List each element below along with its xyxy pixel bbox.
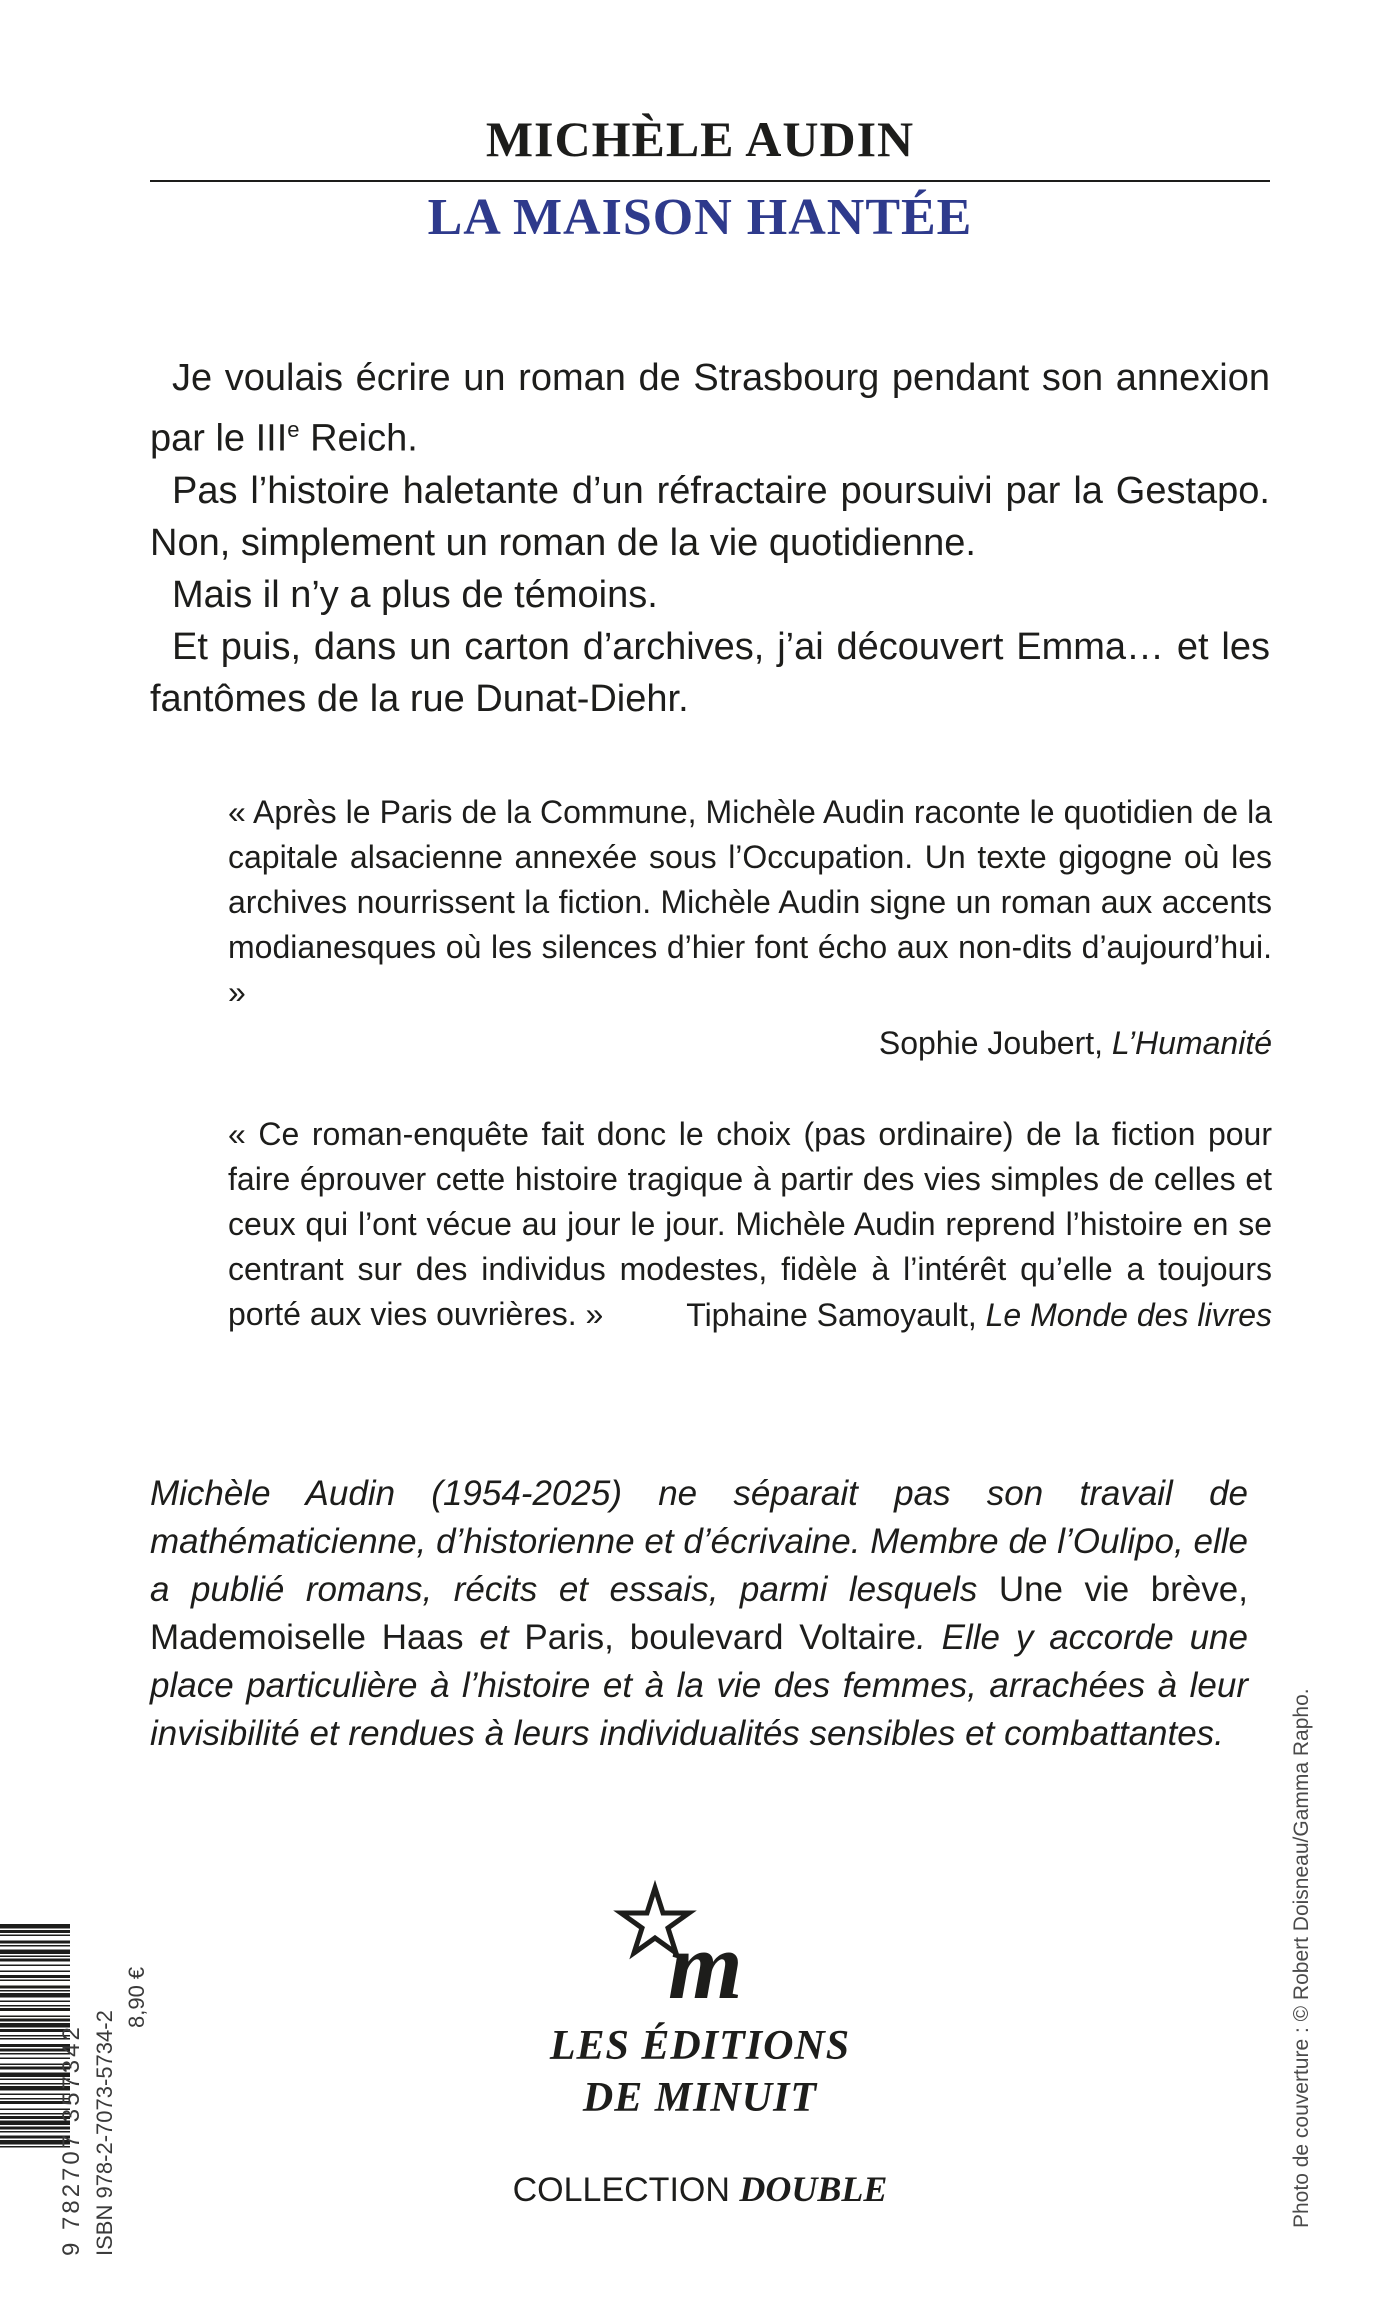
book-title: LA MAISON HANTÉE (427, 189, 973, 246)
bio-book-title: Paris, boulevard Voltaire (524, 1618, 917, 1657)
blurb-paragraph-1 (150, 352, 1270, 465)
bio-text: . Elle y accorde une place particulière à l’histoire et à la vie des femmes, arrachées à leur invisibilité et rendues à leurs individualités sensibles et combattantes. (150, 1618, 1248, 1753)
author-name: MICHÈLE AUDIN (485, 111, 915, 167)
bio-book-title: Une vie brève (998, 1570, 1239, 1609)
bio-separator: , (1238, 1570, 1249, 1609)
price: 8,90 € (124, 1966, 149, 2028)
collection-label (0, 2168, 1400, 2210)
photo-credit: Photo de couverture : © Robert Doisneau/Gamma Rapho. (1290, 1688, 1313, 2228)
press-quote-attribution (228, 1021, 1272, 1066)
press-quote-2 (228, 1112, 1272, 1338)
barcode-bar (0, 2001, 70, 2003)
quote-source: Le Monde des livres (985, 1297, 1272, 1333)
quote-source: L’Humanité (1111, 1025, 1272, 1061)
author-bio (150, 1470, 1248, 1758)
barcode-digits: 9 782707 357342 (58, 2024, 85, 2256)
blurb (150, 352, 1270, 725)
barcode-bar (0, 1993, 70, 1998)
barcode-bar (0, 1959, 70, 1962)
barcode-bar (0, 1986, 70, 1989)
barcode-bar (0, 1971, 70, 1973)
barcode-bar (0, 2005, 70, 2007)
barcode-bar (0, 1941, 70, 1944)
bio-book-title: Mademoiselle Haas (150, 1618, 464, 1657)
barcode-bar (0, 1965, 70, 1967)
barcode-bar (0, 2008, 70, 2011)
quote-author: Tiphaine Samoyault, (686, 1297, 986, 1333)
barcode-bar (0, 1935, 70, 1937)
collection-prefix: COLLECTION (512, 2171, 740, 2209)
barcode-bar (0, 1930, 70, 1933)
barcode-bar (0, 1975, 70, 1978)
blurb-paragraph-2: Pas l’histoire haletante d’un réfractaire poursuivi par la Gestapo. Non, simplement un roman de la vie quotidienne. (150, 469, 1270, 564)
blurb-p1-tail: Reich. (299, 417, 418, 460)
bio-text: Michèle Audin (1954-2025) ne séparait pas son travail de mathématicienne, d’historienne et d’écrivaine. Membre de l’Oulipo, elle a publié romans, récits et essais, parmi lesquels (150, 1474, 1248, 1609)
title-divider (150, 180, 1270, 182)
barcode-bar (0, 1924, 70, 1929)
collection-name: DOUBLE (739, 2169, 888, 2209)
blurb-p1-text: Je voulais écrire un roman de Strasbourg pendant son annexion par le III (150, 357, 1270, 460)
m-glyph-icon: m (668, 1912, 743, 2010)
star-m-logo-icon (600, 1880, 800, 2010)
quote-author: Sophie Joubert, (878, 1025, 1112, 1061)
barcode-bar (0, 1990, 70, 1992)
barcode-bar (0, 1956, 70, 1958)
blurb-p1-superscript: e (287, 417, 300, 442)
bio-separator: et (463, 1618, 525, 1657)
barcode-bar (0, 1945, 70, 1947)
barcode-bar (0, 1980, 70, 1982)
blurb-paragraph-3: Mais il n’y a plus de témoins. (172, 573, 658, 616)
barcode-bar (0, 2016, 70, 2018)
publisher-line-1: LES ÉDITIONS (549, 2023, 851, 2069)
press-quote-1 (228, 790, 1272, 1066)
publisher-line-2: DE MINUIT (582, 2075, 818, 2121)
barcode-bar (0, 2019, 70, 2022)
publisher-name (0, 2020, 1400, 2124)
barcode-bar (0, 1950, 70, 1955)
press-quote-text: « Après le Paris de la Commune, Michèle Audin raconte le quotidien de la capitale alsacienne annexée sous l’Occupation. Un texte gigogne où les archives nourrissent la fiction. Michèle Audin signe un roman aux accents modianesques où les silences d’hier font écho aux non-dits d’aujourd’hui. » (228, 794, 1272, 1010)
isbn: ISBN 978-2-7073-5734-2 (92, 2010, 117, 2256)
blurb-paragraph-4: Et puis, dans un carton d’archives, j’ai découvert Emma… et les fantômes de la rue Dunat-Diehr. (150, 625, 1270, 720)
press-quote-text: « Ce roman-enquête fait donc le choix (pas ordinaire) de la fiction pour faire éprouver cette histoire tragique à partir des vies simples de celles et ceux qui l’ont vécue au jour le jour. Michèle Audin reprend l’histoire en se centrant sur des individus modestes, fidèle à l’intérêt qu’elle a toujours porté aux vies ouvrières. » (228, 1116, 1272, 1332)
